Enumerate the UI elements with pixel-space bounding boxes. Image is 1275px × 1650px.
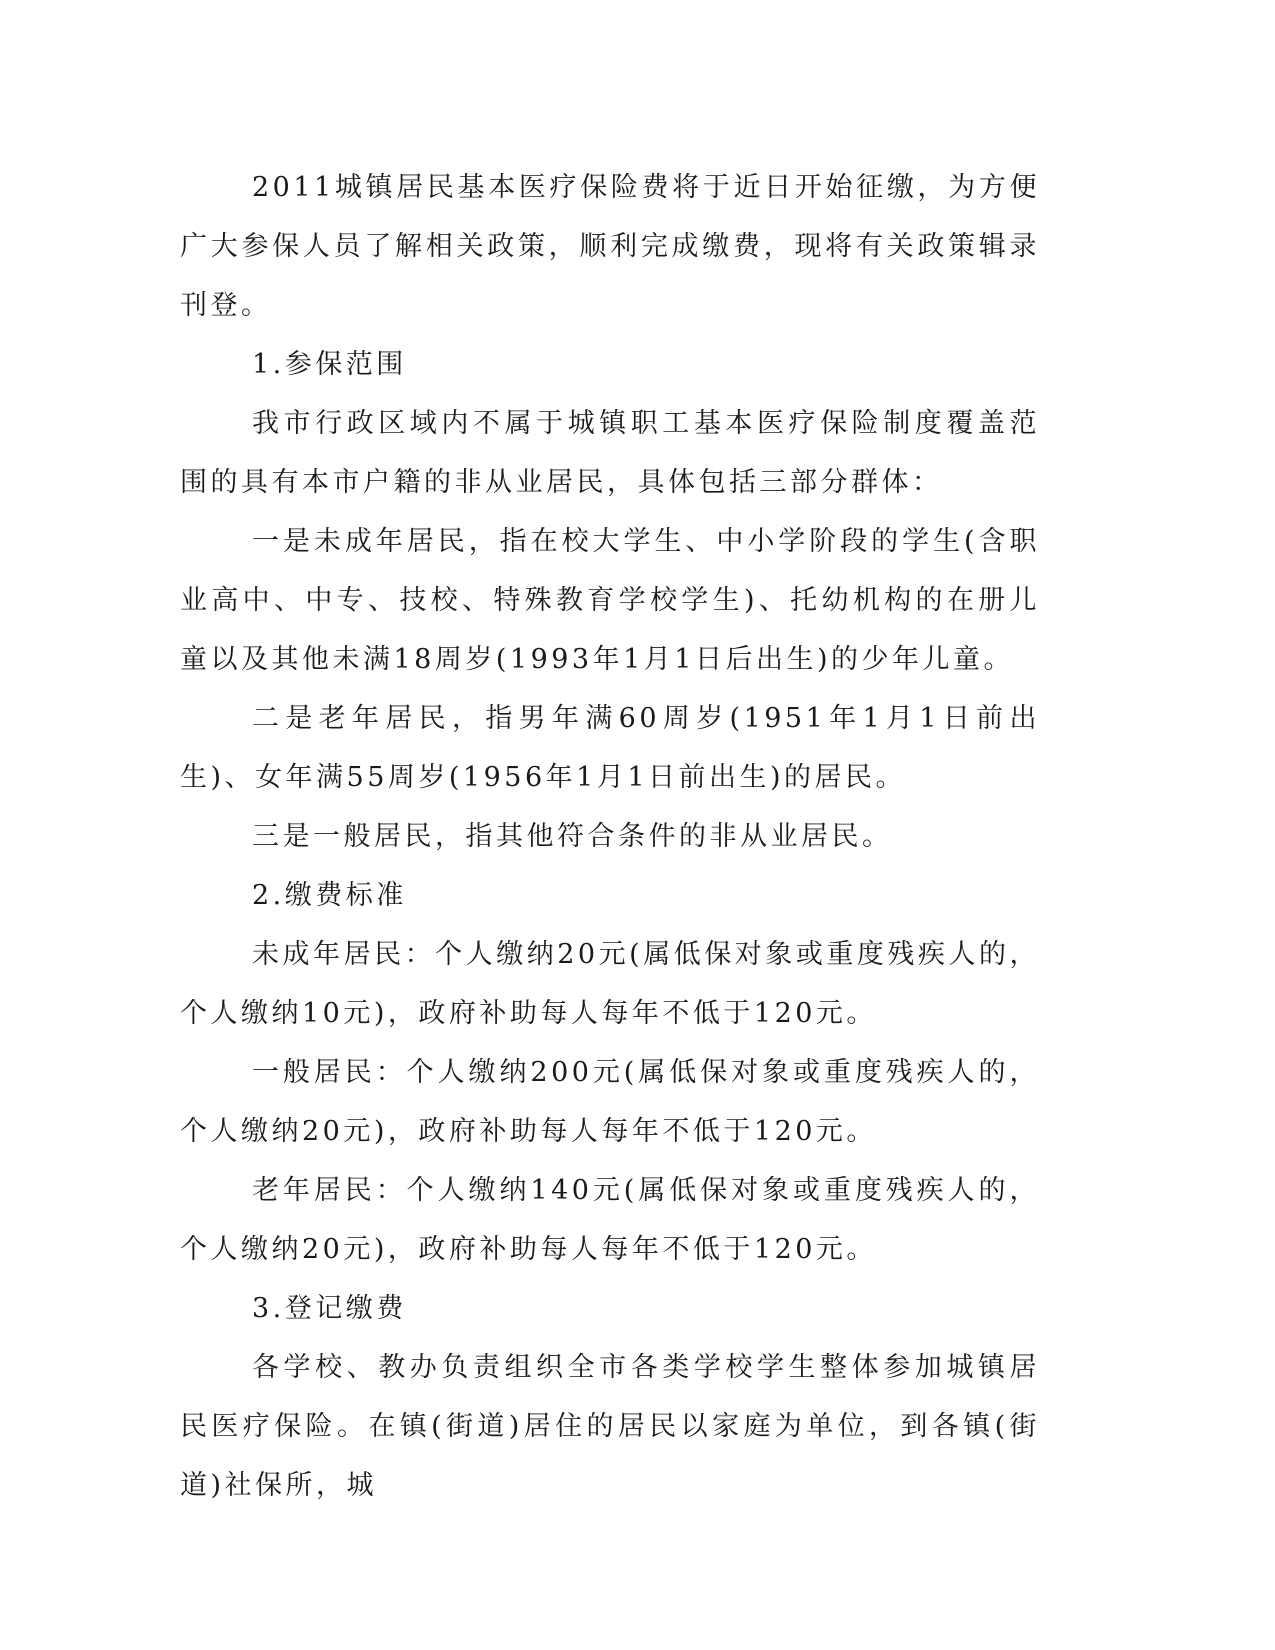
paragraph-general: 三是一般居民，指其他符合条件的非从业居民。 — [252, 821, 893, 852]
paragraph-coverage: 我市行政区域内不属于城镇职工基本医疗保险制度覆盖范围的具有本市户籍的非从业居民，具体包括三部分群体： — [180, 408, 1040, 498]
paragraph-fee-minors: 未成年居民：个人缴纳20元(属低保对象或重度残疾人的，个人缴纳10元)，政府补助每人每年不低于120元。 — [180, 939, 1040, 1029]
paragraph-fee-elderly: 老年居民：个人缴纳140元(属低保对象或重度残疾人的，个人缴纳20元)，政府补助每人每年不低于120元。 — [180, 1175, 1040, 1265]
paragraph-fee-general: 一般居民：个人缴纳200元(属低保对象或重度残疾人的，个人缴纳20元)，政府补助每人每年不低于120元。 — [180, 1057, 1040, 1147]
document-body — [180, 158, 1040, 1515]
section-heading-registration: 3.登记缴费 — [252, 1293, 407, 1324]
paragraph-elderly: 二是老年居民，指男年满60周岁(1951年1月1日前出生)、女年满55周岁(1956年1月1日前出生)的居民。 — [180, 703, 1040, 793]
section-heading-coverage: 1.参保范围 — [252, 349, 407, 380]
section-heading-fees: 2.缴费标准 — [252, 880, 407, 911]
paragraph-minors: 一是未成年居民，指在校大学生、中小学阶段的学生(含职业高中、中专、技校、特殊教育学校学生)、托幼机构的在册儿童以及其他未满18周岁(1993年1月1日后出生)的少年儿童。 — [180, 526, 1040, 675]
paragraph-registration: 各学校、教办负责组织全市各类学校学生整体参加城镇居民医疗保险。在镇(街道)居住的居民以家庭为单位，到各镇(街道)社保所，城 — [180, 1352, 1040, 1501]
paragraph-intro: 2011城镇居民基本医疗保险费将于近日开始征缴，为方便广大参保人员了解相关政策，顺利完成缴费，现将有关政策辑录刊登。 — [180, 172, 1040, 321]
